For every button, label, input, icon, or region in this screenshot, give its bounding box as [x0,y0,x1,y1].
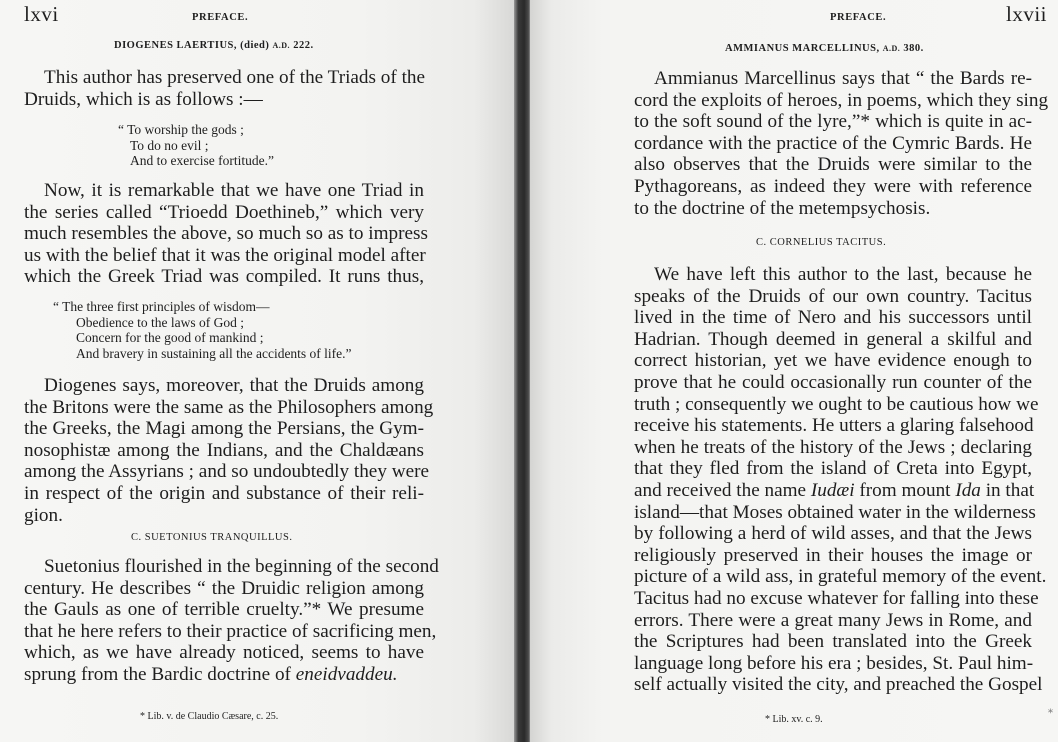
text-line: to the doctrine of the metempsychosis. [634,197,931,219]
text-line: cord the exploits of heroes, in poems, which they sing [634,89,1049,111]
text-line: picture of a wild ass, in grateful memory of the event. [634,566,1047,588]
text-line: the Scriptures had been translated into the Greek [634,631,1032,653]
paragraph-ammianus [634,68,1049,219]
quote-line: “ The three first principles of wisdom— [53,299,270,314]
heading-era: A.D. [272,41,291,50]
quote-line: Obedience to the laws of God ; [76,314,244,330]
text-line: when he treats of the history of the Jews ; declaring [634,436,1032,458]
text-line: the Britons were the same as the Philosophers among [24,396,434,418]
text-line: Diogenes says, moreover, that the Druids among [44,375,424,396]
text-line: the series called “Trioedd Doethineb,” which very [24,201,424,223]
paragraph-diogenes-intro [24,67,424,110]
text-line: language long before his era ; besides, St. Paul him- [634,652,1034,674]
page-number-right: lxvii [1006,2,1048,26]
paragraph-suetonius [24,556,439,686]
italic-term: Iudæi [810,479,855,501]
italic-term: eneidvaddeu. [295,663,398,685]
text-line: We have left this author to the last, because he [654,264,1032,285]
text-line: speaks of the Druids of our own country. Tacitus [634,285,1032,307]
text-line: Tacitus had no excuse whatever for falling into these [634,587,1039,609]
text-line: gion. [24,504,63,526]
text-line: among the Assyrians ; and so undoubtedly they were [24,461,429,483]
text-line: This author has preserved one of the Triads of the [44,67,426,88]
text-line: century. He describes “ the Druidic religion among [24,577,424,599]
quote-line: And bravery in sustaining all the accidents of life.” [76,345,352,361]
footnote-left: * Lib. v. de Claudio Cæsare, c. 25. [140,711,279,722]
text-line: Pythagoreans, as indeed they were with reference [634,175,1032,197]
heading-text: DIOGENES LAERTIUS, (died) [114,40,273,51]
text-line: that they fled from the island of Creta into Egypt, [634,458,1032,480]
heading-year: 222. [290,40,314,51]
text-line: the Gauls as one of terrible cruelty.”* We presume [24,599,424,621]
paragraph-diogenes-says [24,375,434,526]
text-line: to the soft sound of the lyre,”* which is quite in ac- [634,111,1032,133]
text-line: island—that Moses obtained water in the wilderness [634,501,1036,523]
text-fragment: and received the name [634,479,811,501]
text-line: nosophistæ among the Indians, and the Chaldæans [24,439,424,461]
italic-term: Ida [955,479,981,501]
running-head-right: PREFACE. [830,12,887,23]
right-page [530,0,1058,742]
text-line: us with the belief that it was the original model after [24,244,426,266]
footnote-right: * Lib. xv. c. 9. [765,714,823,725]
page-number-left: lxvi [24,2,59,26]
text-line: truth ; consequently we ought to be cautious how we [634,393,1039,415]
text-line: religiously preserved in their houses the image or [634,544,1032,566]
quote-line: Concern for the good of mankind ; [76,330,264,346]
quote-line: And to exercise fortitude.” [130,153,274,169]
section-heading-ammianus [725,43,924,54]
text-line: Now, it is remarkable that we have one Triad in [44,180,424,201]
quote-line: To do no evil ; [130,137,209,153]
text-line: Ammianus Marcellinus says that “ the Bards re- [654,68,1032,89]
text-line: by following a herd of wild asses, and that the Jews [634,523,1032,545]
text-line: also observes that the Druids were similar to the [634,154,1032,176]
stray-mark: * [1048,708,1053,719]
section-heading-suetonius: C. SUETONIUS TRANQUILLUS. [131,532,293,543]
text-line: that he here refers to their practice of sacrificing men, [24,620,437,642]
quote-triad-welsh [53,299,352,361]
text-line: errors. There were a great many Jews in Rome, and [634,609,1032,631]
text-fragment: in that [980,479,1035,501]
heading-era: A.D. [882,44,901,53]
left-page [0,0,515,742]
text-line: correct historian, yet we have evidence enough to [634,350,1032,372]
text-fragment: from mount [854,479,956,501]
heading-year: 380. [900,43,924,54]
text-line: lived in the time of Nero and his successors until [634,307,1032,329]
quote-line: “ To worship the gods ; [118,122,244,137]
paragraph-trioedd [24,180,428,288]
book-gutter [514,0,531,742]
text-line: cordance with the practice of the Cymric Bards. He [634,132,1032,154]
section-heading-tacitus: C. CORNELIUS TACITUS. [756,237,887,248]
text-line: Suetonius flourished in the beginning of the second [44,556,439,577]
text-line: prove that he could occasionally run counter of the [634,371,1032,393]
text-line: in respect of the origin and substance of their reli- [24,482,424,504]
text-line: the Greeks, the Magi among the Persians, the Gym- [24,418,424,440]
paragraph-tacitus [634,264,1047,696]
text-line: which the Greek Triad was compiled. It runs thus, [24,266,424,288]
running-head-left: PREFACE. [192,12,249,23]
quote-triad-greek [118,122,274,169]
text-line: Druids, which is as follows :— [24,88,263,110]
text-line: much resembles the above, so much so as to impress [24,223,428,245]
text-line: which, as we have already noticed, seems to have [24,642,424,664]
text-line [24,664,424,686]
text-line: receive his statements. He utters a glaring falsehood [634,415,1034,437]
text-line: Hadrian. Though deemed in general a skilful and [634,328,1032,350]
text-line [634,479,1035,502]
section-heading-diogenes [114,40,314,51]
heading-text: AMMIANUS MARCELLINUS, [725,43,883,54]
text-line: self actually visited the city, and preached the Gospel [634,674,1043,696]
text-fragment: sprung from the Bardic doctrine of [24,663,296,685]
